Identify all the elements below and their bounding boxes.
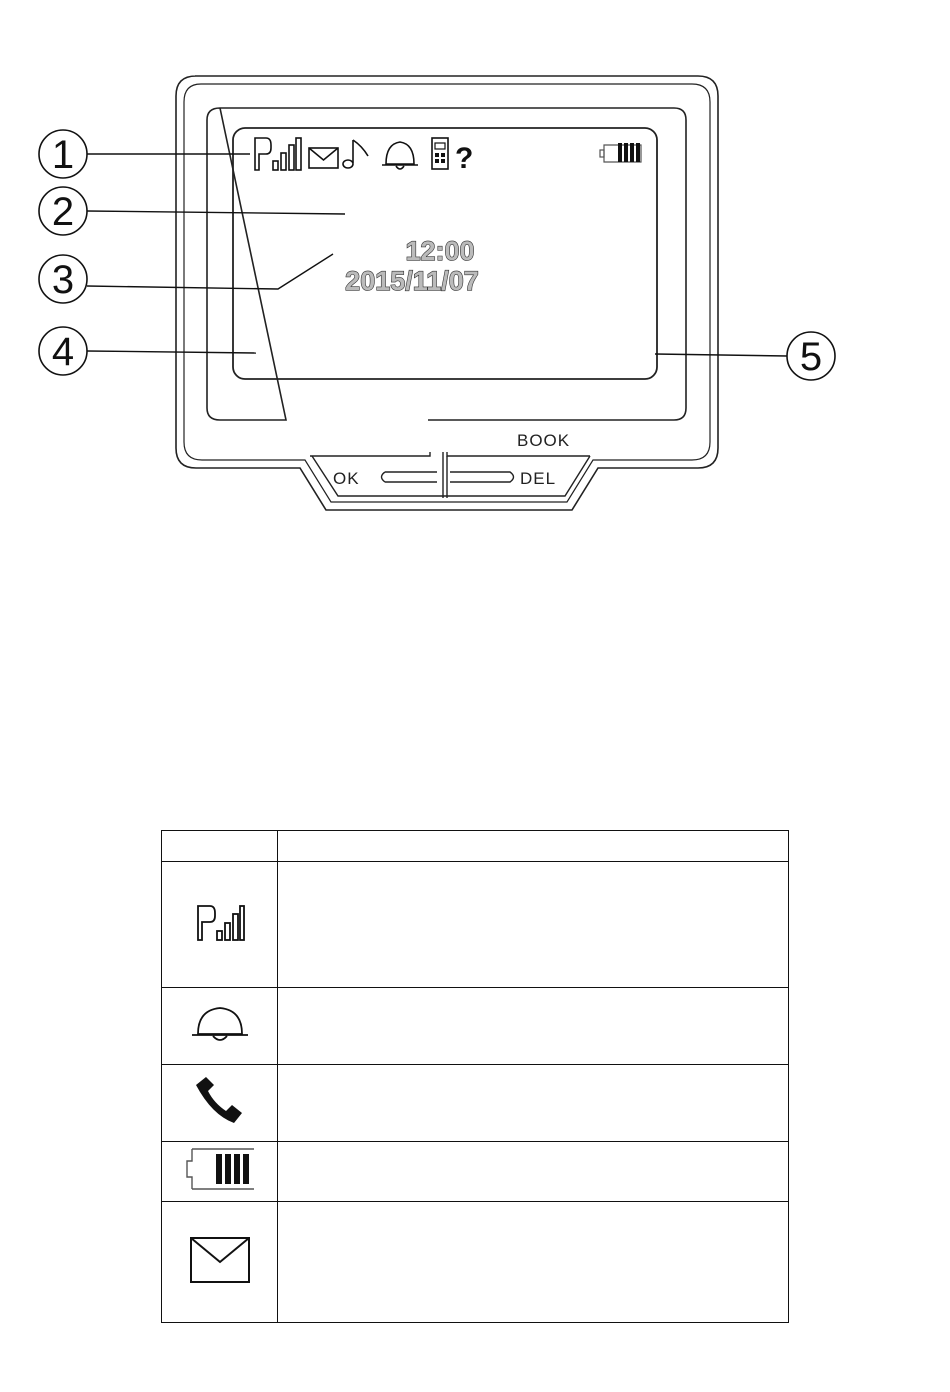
header-description-column	[278, 831, 789, 862]
battery-icon	[184, 1145, 256, 1193]
description-cell	[278, 862, 789, 988]
envelope-icon	[309, 148, 338, 168]
table-row	[162, 988, 789, 1065]
del-key-label[interactable]: DEL	[520, 469, 557, 488]
book-key-label: BOOK	[517, 431, 571, 450]
icon-legend-table	[161, 830, 789, 1323]
header-icon-column	[162, 831, 278, 862]
description-cell	[278, 1202, 789, 1323]
description-cell	[278, 1142, 789, 1202]
callout-3	[39, 254, 333, 303]
signal-strength-icon	[255, 138, 301, 170]
callout-2	[39, 187, 345, 235]
callout-5	[655, 332, 835, 380]
table-row	[162, 1065, 789, 1142]
table-header-row	[162, 831, 789, 862]
envelope-icon	[188, 1234, 252, 1286]
description-cell	[278, 988, 789, 1065]
phone-display-diagram	[0, 0, 950, 540]
ok-key-label[interactable]: OK	[333, 469, 360, 488]
music-note-icon	[343, 140, 368, 168]
display-date: 2015/11/07	[345, 266, 479, 296]
svg-text:2: 2	[51, 190, 75, 234]
table-row	[162, 1202, 789, 1323]
svg-text:?: ?	[455, 142, 474, 175]
phone-handset-icon	[192, 1075, 248, 1127]
description-cell	[278, 1065, 789, 1142]
svg-text:1: 1	[51, 133, 75, 177]
display-time: 12:00	[405, 236, 475, 266]
table-row	[162, 1142, 789, 1202]
callout-1	[39, 130, 250, 178]
svg-text:5: 5	[799, 335, 823, 379]
bell-icon	[382, 142, 418, 169]
callout-4	[39, 327, 256, 375]
table-row	[162, 862, 789, 988]
svg-text:4: 4	[51, 330, 75, 374]
battery-icon	[600, 143, 641, 162]
signal-strength-icon	[194, 902, 246, 942]
bell-icon	[189, 1004, 251, 1044]
handset-unknown-icon	[432, 138, 473, 175]
svg-text:3: 3	[51, 258, 75, 302]
